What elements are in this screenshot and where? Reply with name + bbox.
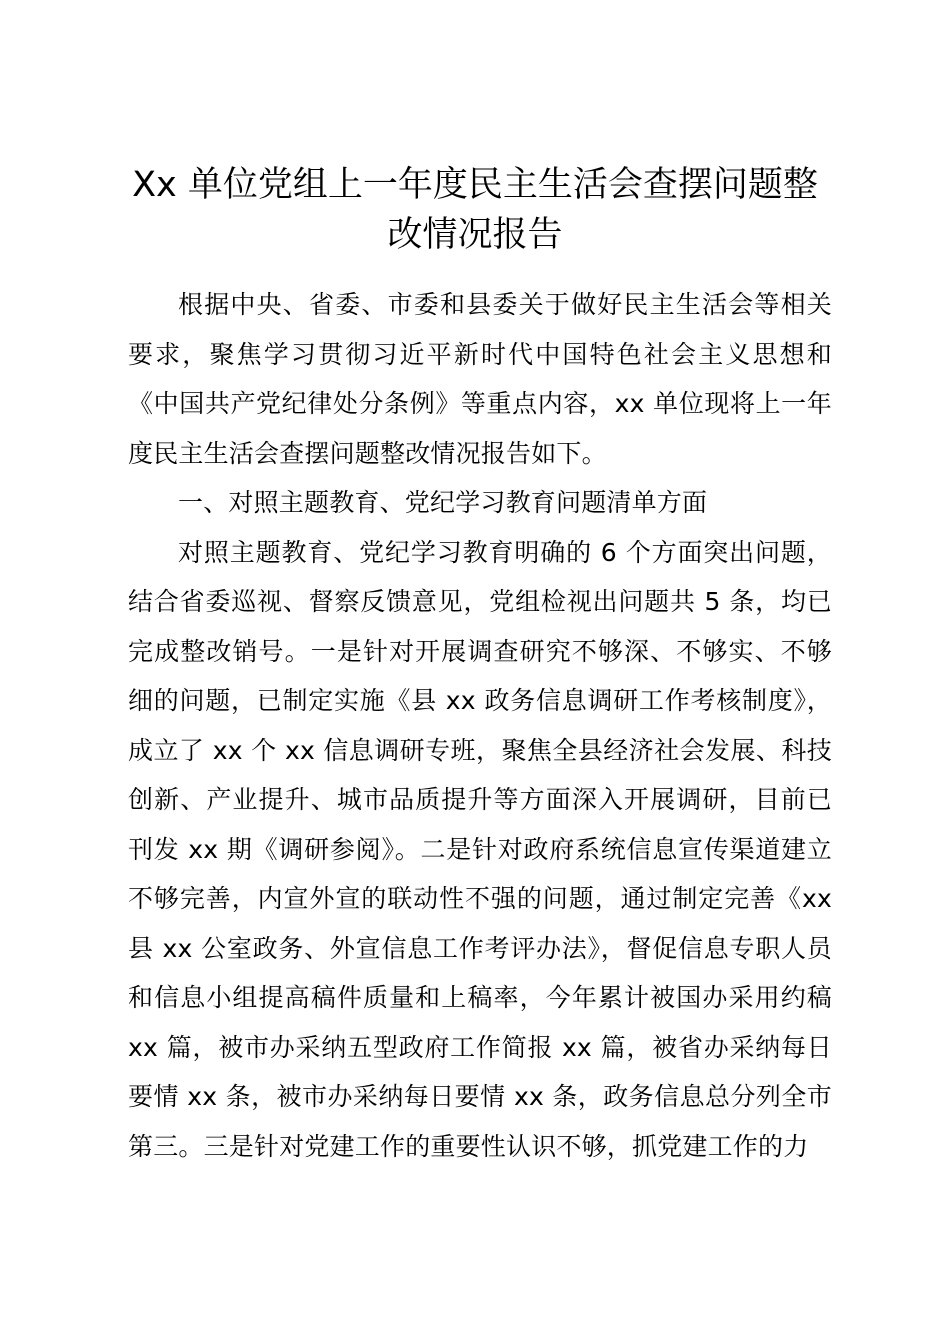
section-paragraph: 对照主题教育、党纪学习教育明确的 6 个方面突出问题，结合省委巡视、督察反馈意见，党组检视出问题共 5 条，均已完成整改销号。一是针对开展调查研究不够深、不够实、不够细的问题，已制定实施《县 xx 政务信息调研工作考核制度》，成立了 xx 个 xx 信息调研专班，聚焦全县经济社会发展、科技创新、产业提升、城市品质提升等方面深入开展调研，目前已刊发 xx 期《调研参阅》。二是针对政府系统信息宣传渠道建立不够完善，内宣外宣的联动性不强的问题，通过制定完善《xx 县 xx 公室政务、外宣信息工作考评办法》，督促信息专职人员和信息小组提高稿件质量和上稿率，今年累计被国办采用约稿 xx 篇，被市办采纳五型政府工作简报 xx 篇，被省办采纳每日要情 xx 条，被市办采纳每日要情 xx 条，政务信息总分列全市第三。三是针对党建工作的重要性认识不够，抓党建工作的力 bbox=[128, 537, 832, 1161]
intro-paragraph: 根据中央、省委、市委和县委关于做好民主生活会等相关要求，聚焦学习贯彻习近平新时代中国特色社会主义思想和《中国共产党纪律处分条例》等重点内容，xx 单位现将上一年度民主生活会查摆问题整改情况报告如下。 bbox=[128, 290, 832, 468]
document-title: Xx 单位党组上一年度民主生活会查摆问题整改情况报告 bbox=[132, 165, 818, 255]
document-body bbox=[128, 280, 832, 1171]
section-heading: 一、对照主题教育、党纪学习教育问题清单方面 bbox=[178, 488, 708, 517]
